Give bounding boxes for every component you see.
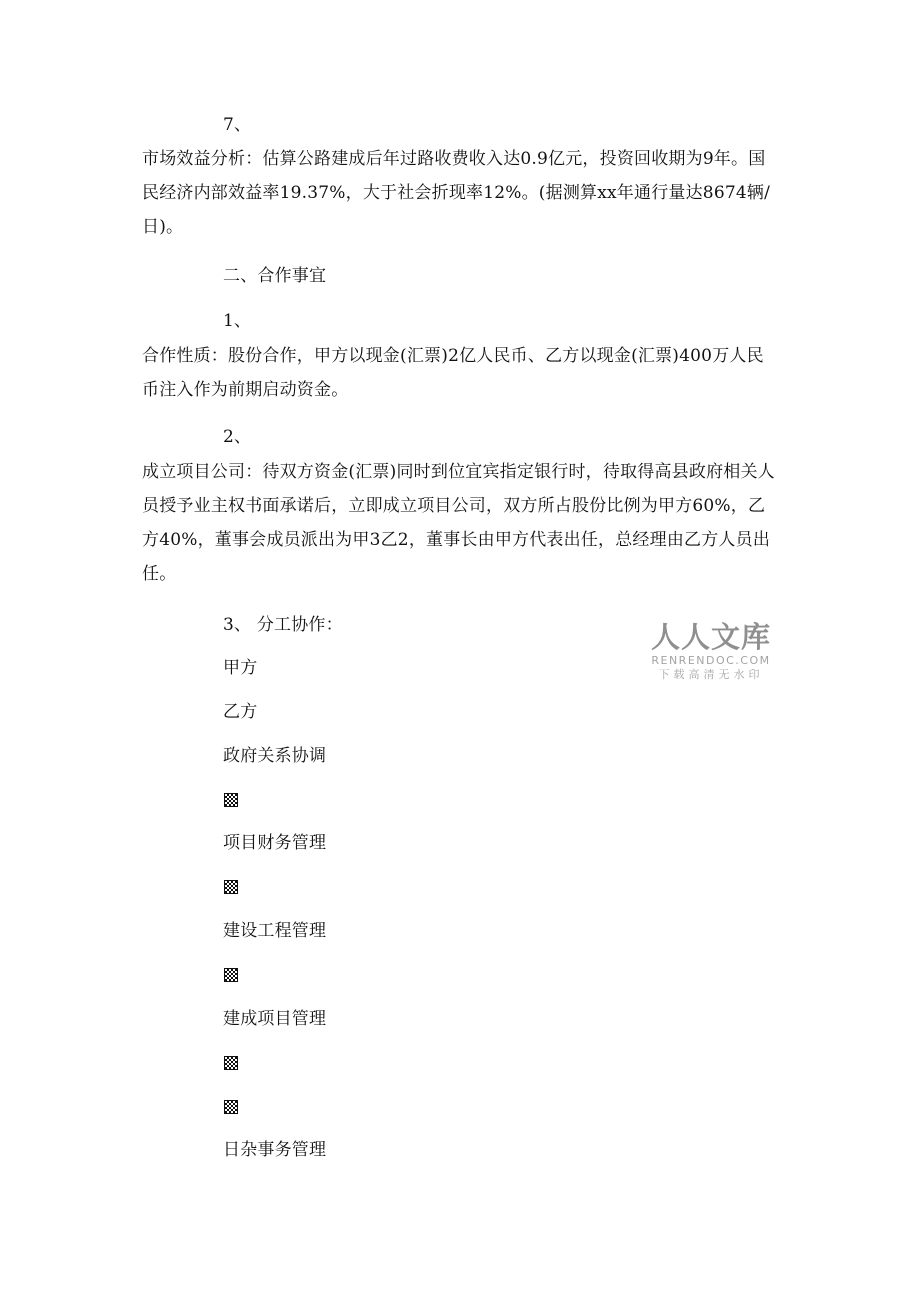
watermark-tagline: 下载高清无水印 xyxy=(658,668,764,681)
party-a-label: 甲方 xyxy=(223,658,258,678)
watermark-logo xyxy=(646,620,776,682)
project-finance-item: 项目财务管理 xyxy=(223,833,327,853)
completed-project-mgmt-item: 建成项目管理 xyxy=(223,1009,327,1029)
project-company-paragraph: 成立项目公司：待双方资金(汇票)同时到位宜宾指定银行时，待取得高县政府相关人员授予业主权书面承诺后，立即成立项目公司，双方所占股份比例为甲方60%，乙方40%，董事会成员派出为甲3乙2，董事长由甲方代表出任，总经理由乙方人员出任。 xyxy=(142,462,775,584)
checkered-bullet-icon xyxy=(224,1100,238,1114)
cooperation-nature-paragraph: 合作性质：股份合作，甲方以现金(汇票)2亿人民币、乙方以现金(汇票)400万人民币注入作为前期启动资金。 xyxy=(142,346,764,400)
market-analysis-paragraph: 市场效益分析：估算公路建成后年过路收费收入达0.9亿元，投资回收期为9年。国民经济内部效益率19.37%，大于社会折现率12%。(据测算xx年通行量达8674辆/日)。 xyxy=(142,149,771,237)
item-7-label: 7、 xyxy=(223,115,252,135)
watermark-site: RENRENDOC.COM xyxy=(651,654,771,667)
construction-mgmt-item: 建设工程管理 xyxy=(223,921,327,941)
checkered-bullet-icon xyxy=(224,880,238,894)
checkered-bullet-icon xyxy=(224,793,238,807)
item-3-heading: 3、 分工协作： xyxy=(223,615,343,635)
section-2-heading: 二、合作事宜 xyxy=(223,266,327,286)
gov-relations-item: 政府关系协调 xyxy=(223,746,327,766)
item-2-label: 2、 xyxy=(223,427,252,447)
checkered-bullet-icon xyxy=(224,1056,238,1070)
watermark-title: 人人文库 xyxy=(650,620,771,654)
checkered-bullet-icon xyxy=(224,968,238,982)
party-b-label: 乙方 xyxy=(223,702,258,722)
daily-affairs-item: 日杂事务管理 xyxy=(223,1140,327,1160)
item-1-label: 1、 xyxy=(223,311,252,331)
